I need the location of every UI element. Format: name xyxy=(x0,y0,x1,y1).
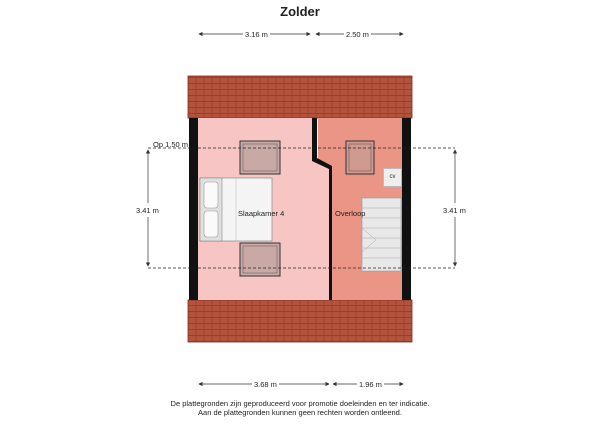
disclaimer xyxy=(0,399,600,417)
room-label-overloop: Overloop xyxy=(335,209,366,218)
roof-bottom xyxy=(188,300,412,342)
cv-unit: cv xyxy=(383,168,402,187)
roof-top xyxy=(188,76,412,118)
dim-top-left: 3.16 m xyxy=(245,30,268,39)
dim-bottom-right: 1.96 m xyxy=(359,380,382,389)
disclaimer-line-2: Aan de plattegronden kunnen geen rechten worden ontleend. xyxy=(198,408,402,417)
dim-left-height: 3.41 m xyxy=(136,206,159,215)
headroom-label: Op 1.50 m xyxy=(153,140,189,149)
plan-title: Zolder xyxy=(280,4,320,19)
dim-bottom-left: 3.68 m xyxy=(254,380,277,389)
disclaimer-line-1: De plattegronden zijn geproduceerd voor promotie doeleinden en ter indicatie. xyxy=(170,399,430,408)
room-label-slaapkamer: Slaapkamer 4 xyxy=(238,209,285,218)
staircase xyxy=(362,198,401,271)
dim-top-right: 2.50 m xyxy=(346,30,369,39)
dim-right-height: 3.41 m xyxy=(443,206,466,215)
